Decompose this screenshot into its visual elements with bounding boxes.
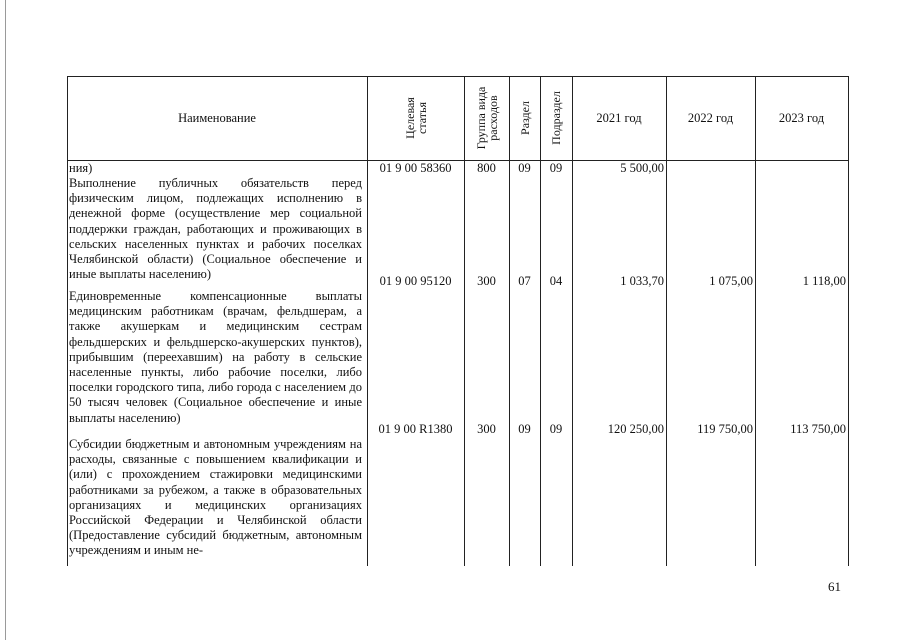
header-subsection-text: Подраздел (549, 91, 563, 145)
header-group-text: Группа вида расходов (473, 86, 500, 150)
row-2021: 120 250,00 (607, 422, 664, 436)
row-name: ния) (69, 161, 93, 175)
page-number: 61 (828, 579, 841, 594)
row-section: 07 (518, 274, 531, 288)
header-section (509, 76, 540, 160)
header-subsection (540, 76, 572, 160)
row-group: 800 (477, 161, 496, 175)
row-2023: 1 118,00 (802, 274, 846, 288)
header-section-text: Раздел (517, 101, 532, 135)
row-subsection: 04 (549, 274, 563, 288)
row-group: 300 (477, 274, 496, 288)
header-target-text: Целевая статья (402, 97, 429, 139)
page-edge-line (5, 0, 6, 640)
row-2023: 113 750,00 (790, 422, 846, 436)
row-code: 01 9 00 R1380 (378, 422, 453, 436)
row-code: 01 9 00 58360 (379, 161, 452, 175)
header-2021: 2021 год (596, 110, 642, 125)
header-expense-group (464, 76, 509, 160)
row-name: Выполнение публичных обязательств перед физическим лицом, подлежащих исполнению в денежной форме (осуществление мер социальной поддержки граждан, работающих и проживающих в сельских населенных пунктах и рабочих поселках Челябинской области) (Социальное обеспечение и иные выплаты населению) (69, 176, 362, 282)
row-2022: 1 075,00 (709, 274, 753, 288)
row-name: Единовременные компенсационные выплаты медицинским работникам (врачам, фельдшерам, а также акушеркам и медицинским сестрам фельдшерских и фельдшерско-акушерских пунктов), прибывшим (переехавшим) на работу в сельские населенные пункты, либо рабочие поселки, либо поселки городского типа, либо города с населением до 50 тысяч человек (Социальное обеспечение и иные выплаты населению) (69, 289, 362, 425)
row-section: 09 (518, 161, 531, 175)
row-subsection: 09 (549, 422, 563, 436)
row-2022: 119 750,00 (697, 422, 753, 436)
header-2023: 2023 год (778, 110, 825, 125)
budget-table (67, 76, 849, 566)
row-2021: 5 500,00 (620, 161, 664, 175)
row-2021: 1 033,70 (620, 274, 664, 288)
row-subsection: 09 (549, 161, 563, 175)
row-section: 09 (518, 422, 531, 436)
row-code: 01 9 00 95120 (379, 274, 452, 288)
row-group: 300 (477, 422, 496, 436)
header-name: Наименование (178, 110, 256, 125)
row-name: Субсидии бюджетным и автономным учреждениям на расходы, связанные с повышением квалификации и (или) с прохождением стажировки медицинскими работниками за рубежом, а также в образовательных организациях и медицинских организациях Российской Федерации и Челябинской области (Предоставление субсидий бюджетным, автономным учреждениям и иным не- (69, 437, 362, 558)
header-2022: 2022 год (687, 110, 734, 125)
header-target-article (367, 76, 464, 160)
